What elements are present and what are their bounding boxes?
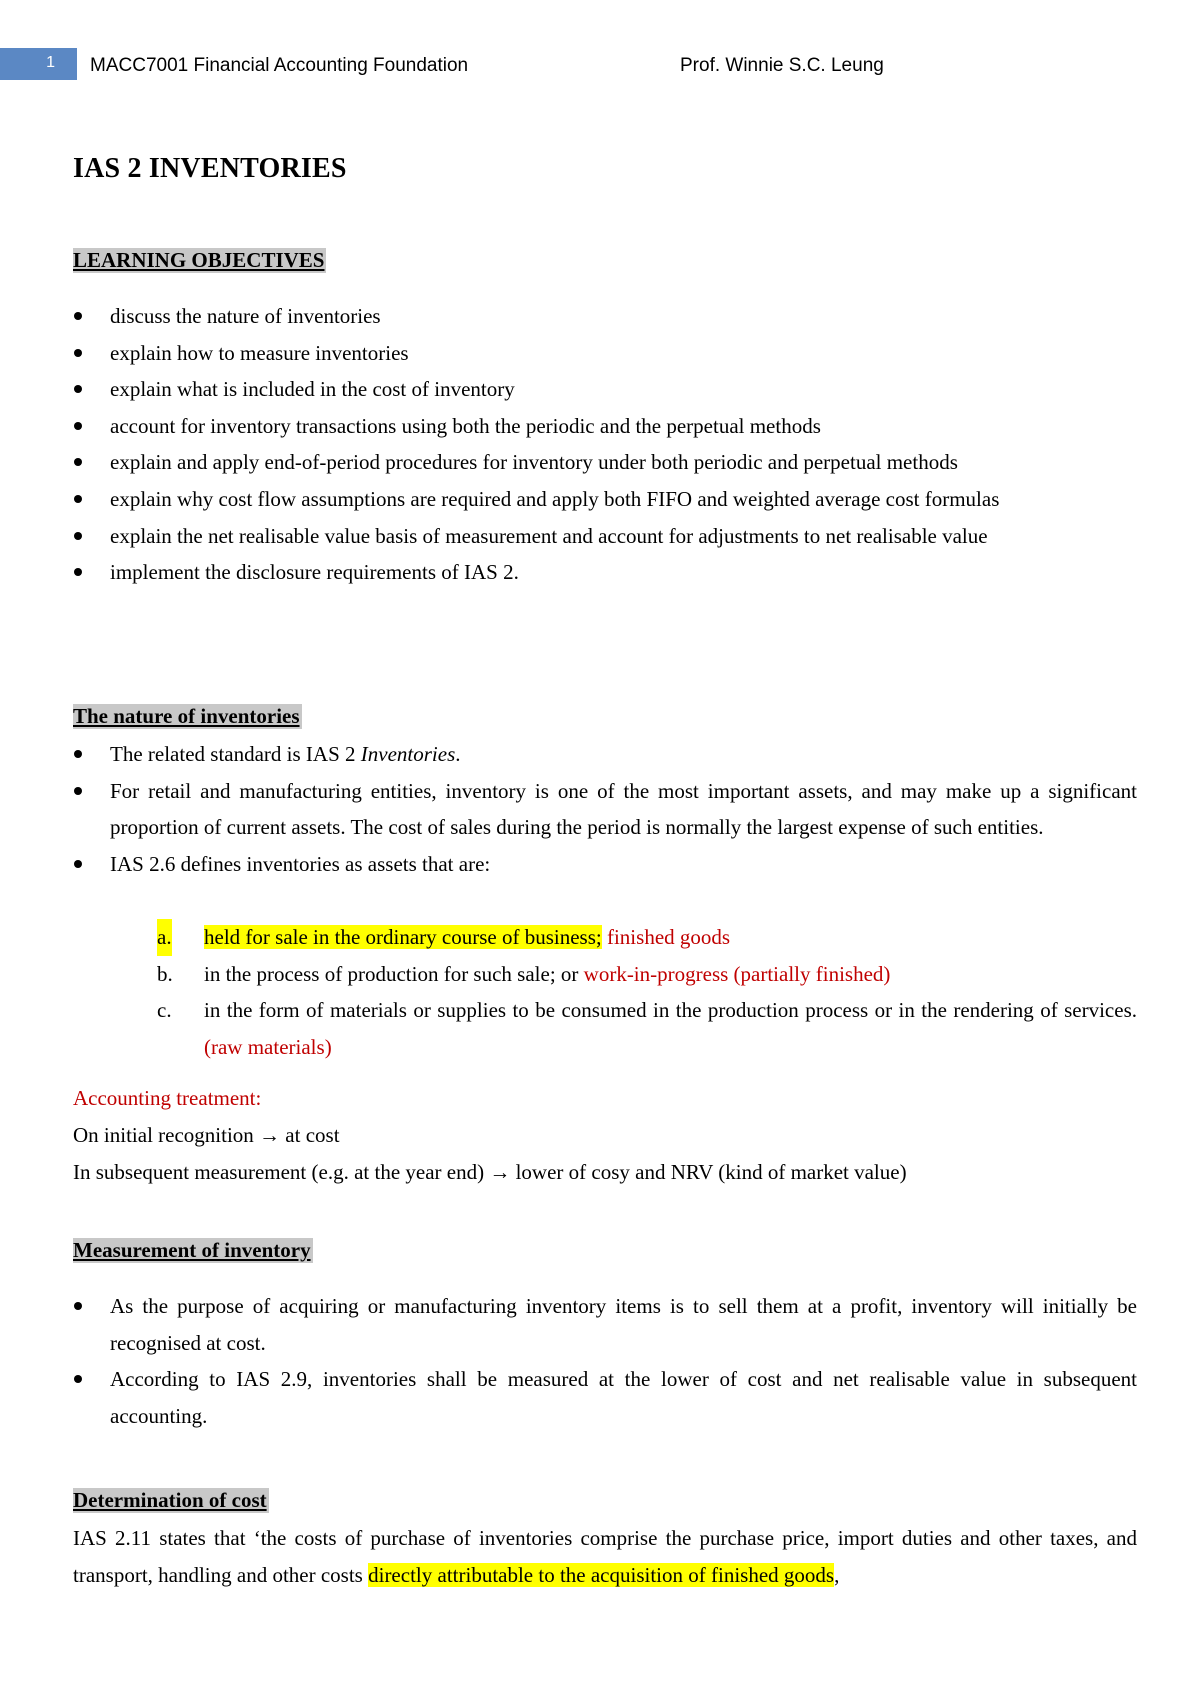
list-item: As the purpose of acquiring or manufacturing inventory items is to sell them at a profit, inventory will initially be recognised at cost. <box>73 1288 1137 1361</box>
measurement-list <box>73 1288 1137 1434</box>
nature-heading: The nature of inventories <box>73 704 300 728</box>
determination-paragraph: IAS 2.11 states that ‘the costs of purchase of inventories comprise the purchase price, import duties and other taxes, and transport, handling and other costs directly attributable to the acquisition of finished goods, <box>73 1526 1137 1587</box>
list-item: For retail and manufacturing entities, inventory is one of the most important assets, and may make up a significant proportion of current assets. The cost of sales during the period is normally the largest expense of such entities. <box>73 773 1137 846</box>
arrow-right-icon: → <box>489 1160 511 1184</box>
list-item: discuss the nature of inventories <box>73 298 1137 335</box>
list-item: implement the disclosure requirements of IAS 2. <box>73 554 1137 591</box>
sub-item-b: b. in the process of production for such sale; or work-in-progress (partially finished) <box>157 961 891 986</box>
list-item: explain how to measure inventories <box>73 335 1137 372</box>
accounting-treatment-heading: Accounting treatment: <box>73 1086 262 1110</box>
nature-list <box>73 736 1137 882</box>
list-item: IAS 2.6 defines inventories as assets that are: <box>73 846 1137 883</box>
list-item: account for inventory transactions using both the periodic and the perpetual methods <box>73 408 1137 445</box>
treatment-subsequent: In subsequent measurement (e.g. at the year end) → lower of cosy and NRV (kind of market value) <box>73 1160 907 1184</box>
list-item: The related standard is IAS 2 Inventories. <box>73 736 1137 773</box>
determination-heading: Determination of cost <box>73 1488 267 1512</box>
list-item: explain and apply end-of-period procedures for inventory under both periodic and perpetual methods <box>73 444 1137 481</box>
learning-objectives-list <box>73 298 1137 591</box>
document-title: IAS 2 INVENTORIES <box>73 153 347 184</box>
sub-item-c: c. in the form of materials or supplies to be consumed in the production process or in the rendering of services. (raw materials) <box>157 998 1137 1059</box>
list-item: explain why cost flow assumptions are required and apply both FIFO and weighted average cost formulas <box>73 481 1137 518</box>
sub-item-a: a. held for sale in the ordinary course of business; finished goods <box>73 919 1137 956</box>
arrow-right-icon: → <box>259 1123 281 1147</box>
course-title: MACC7001 Financial Accounting Foundation <box>90 55 469 76</box>
definition-sublist <box>73 919 1137 1065</box>
page-header <box>0 46 1200 86</box>
treatment-initial: On initial recognition → at cost <box>73 1123 340 1147</box>
list-item: According to IAS 2.9, inventories shall be measured at the lower of cost and net realisable value in subsequent accounting. <box>73 1361 1137 1434</box>
page-number: 1 <box>46 54 55 71</box>
page-number-badge <box>0 48 77 80</box>
list-item: explain the net realisable value basis of measurement and account for adjustments to net realisable value <box>73 518 1137 555</box>
learning-objectives-heading: LEARNING OBJECTIVES <box>73 248 325 272</box>
list-item: explain what is included in the cost of inventory <box>73 371 1137 408</box>
measurement-heading: Measurement of inventory <box>73 1238 311 1262</box>
author-name: Prof. Winnie S.C. Leung <box>680 55 884 76</box>
